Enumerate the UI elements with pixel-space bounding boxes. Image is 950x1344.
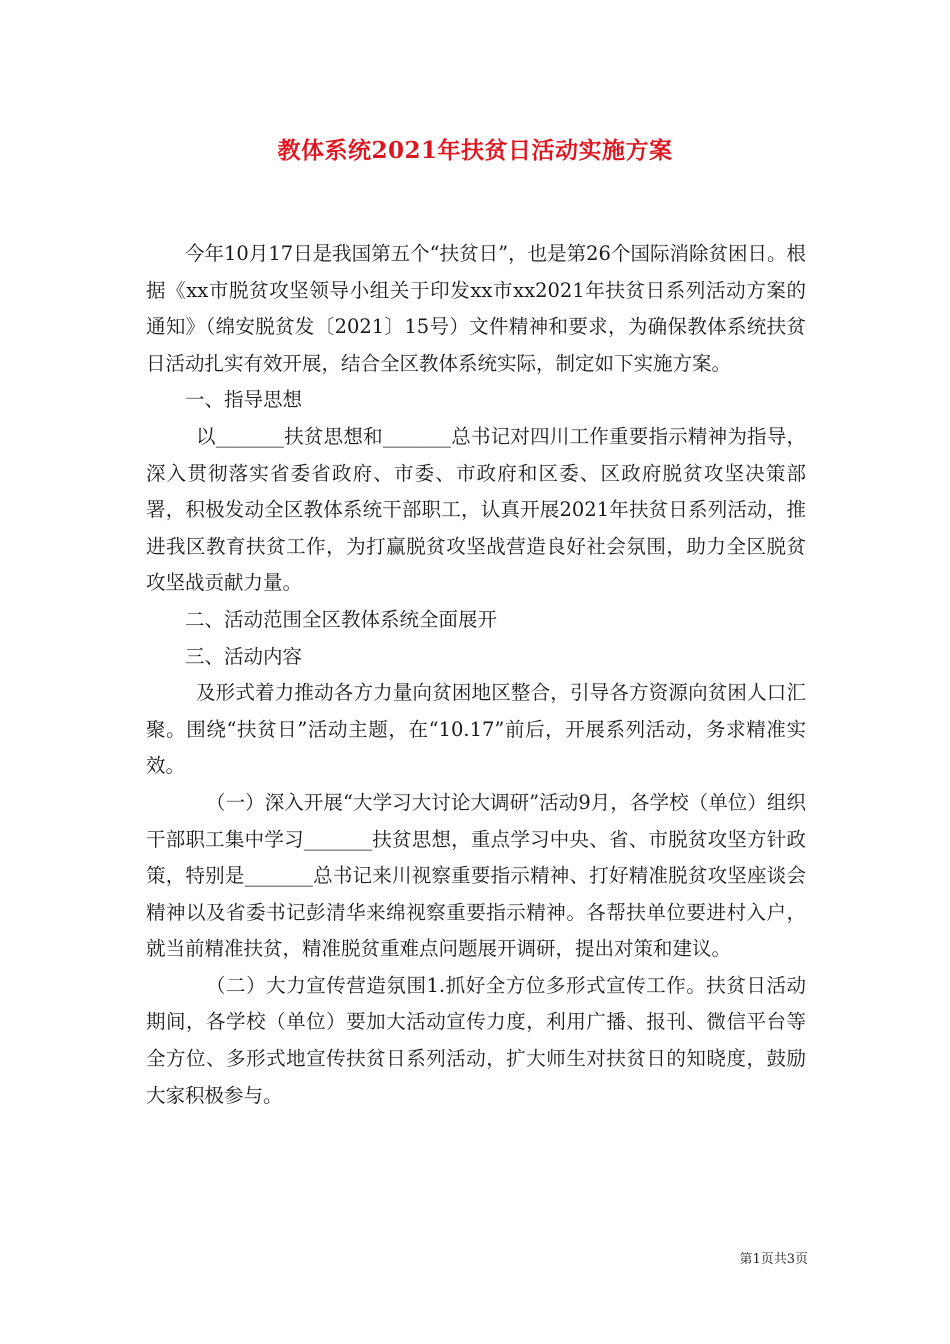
- paragraph-intro: 今年10月17日是我国第五个“扶贫日”，也是第26个国际消除贫困日。根据《xx市脱贫攻坚领导小组关于印发xx市xx2021年扶贫日系列活动方案的通知》（绵安脱贫发〔2021〕15号）文件精神和要求，为确保教体系统扶贫日活动扎实有效开展，结合全区教体系统实际，制定如下实施方案。: [146, 242, 806, 375]
- paragraph-activity-form: 及形式着力推动各方力量向贫困地区整合，引导各方资源向贫困人口汇聚。围绕“扶贫日”活动主题，在“10.17”前后，开展系列活动，务求精准实效。: [146, 681, 806, 778]
- paragraph-section-one: （一）深入开展“大学习大讨论大调研”活动9月，各学校（单位）组织干部职工集中学习_______扶贫思想，重点学习中央、省、市脱贫攻坚方针政策，特别是_______总书记来川视察重要指示精神、打好精准脱贫攻坚座谈会精神以及省委书记彭清华来绵视察重要指示精神。各帮扶单位要进村入户，就当前精准扶贫，精准脱贫重难点问题展开调研，提出对策和建议。: [146, 790, 806, 961]
- heading-activity-scope: 二、活动范围全区教体系统全面展开: [185, 607, 498, 631]
- document-title: 教体系统2021年扶贫日活动实施方案: [277, 137, 673, 164]
- paragraph-guiding-thought: 以_______扶贫思想和_______总书记对四川工作重要指示精神为指导，深入贯彻落实省委省政府、市委、市政府和区委、区政府脱贫攻坚决策部署，积极发动全区教体系统干部职工，认真开展2021年扶贫日系列活动，推进我区教育扶贫工作，为打赢脱贫攻坚战营造良好社会氛围，助力全区脱贫攻坚战贡献力量。: [146, 424, 806, 595]
- heading-activity-content: 三、活动内容: [185, 644, 303, 668]
- paragraph-section-two: （二）大力宣传营造氛围1.抓好全方位多形式宣传工作。扶贫日活动期间，各学校（单位）要加大活动宣传力度，利用广播、报刊、微信平台等全方位、多形式地宣传扶贫日系列活动，扩大师生对扶贫日的知晓度，鼓励大家积极参与。: [146, 973, 806, 1107]
- heading-guiding-thought: 一、指导思想: [185, 388, 303, 412]
- document-body: [146, 236, 806, 1114]
- page-number-footer: 第1页共3页: [739, 1252, 808, 1267]
